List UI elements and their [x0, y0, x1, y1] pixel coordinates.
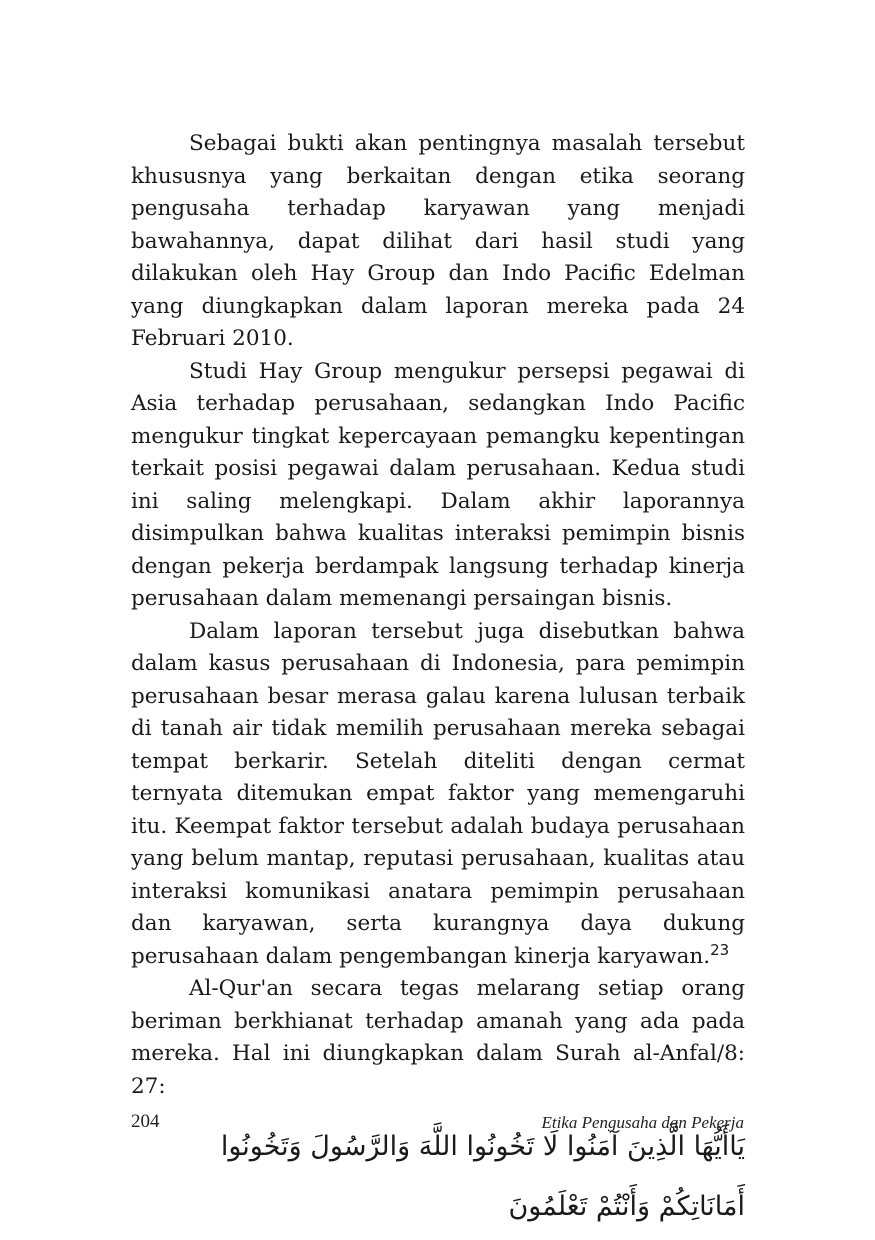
running-title: Etika Pengusaha dan Pekerja — [541, 1113, 744, 1132]
arabic-verse: يَاأَيُّهَا الَّذِينَ آمَنُوا لَا تَخُونُوا اللَّهَ وَالرَّسُولَ وَتَخُونُوا أَمَانَاتِكُمْ وَأَنْتُمْ تَعْلَمُونَ — [220, 1131, 745, 1222]
paragraph-4: Al-Qur'an secara tegas melarang setiap orang beriman berkhianat terhadap amanah yang ada pada mereka. Hal ini diungkapkan dalam Surah al-Anfal/8: 27: — [131, 976, 745, 1099]
footnote-reference[interactable]: 23 — [710, 940, 730, 959]
page-body — [131, 128, 745, 1237]
paragraph-1: Sebagai bukti akan pentingnya masalah tersebut khususnya yang berkaitan dengan etika seorang pengusaha terhadap karyawan yang menjadi bawahannya, dapat dilihat dari hasil studi yang dilakukan oleh Hay Group dan Indo Pacific Edelman yang diungkapkan dalam laporan mereka pada 24 Februari 2010. — [131, 131, 745, 351]
paragraph-3-text: Dalam laporan tersebut juga disebutkan bahwa dalam kasus perusahaan di Indonesia, para pemimpin perusahaan besar merasa galau karena lulusan terbaik di tanah air tidak memilih perusahaan mereka sebagai tempat berkarir. Setelah diteliti dengan cermat ternyata ditemukan empat faktor yang memengaruhi itu. Keempat faktor tersebut adalah budaya perusahaan yang belum mantap, reputasi perusahaan, kualitas atau interaksi komunikasi anatara pemimpin perusahaan dan karyawan, serta kurangnya daya dukung perusahaan dalam pengembangan kinerja karyawan. — [131, 618, 745, 969]
paragraph-3 — [131, 616, 745, 974]
paragraph-2: Studi Hay Group mengukur persepsi pegawai di Asia terhadap perusahaan, sedangkan Indo Pacific mengukur tingkat kepercayaan pemangku kepentingan terkait posisi pegawai dalam perusahaan. Kedua studi ini saling melengkapi. Dalam akhir laporannya disimpulkan bahwa kualitas interaksi pemimpin bisnis dengan pekerja berdampak langsung terhadap kinerja perusahaan dalam memenangi persaingan bisnis. — [131, 358, 745, 611]
page-number: 204 — [131, 1111, 160, 1132]
